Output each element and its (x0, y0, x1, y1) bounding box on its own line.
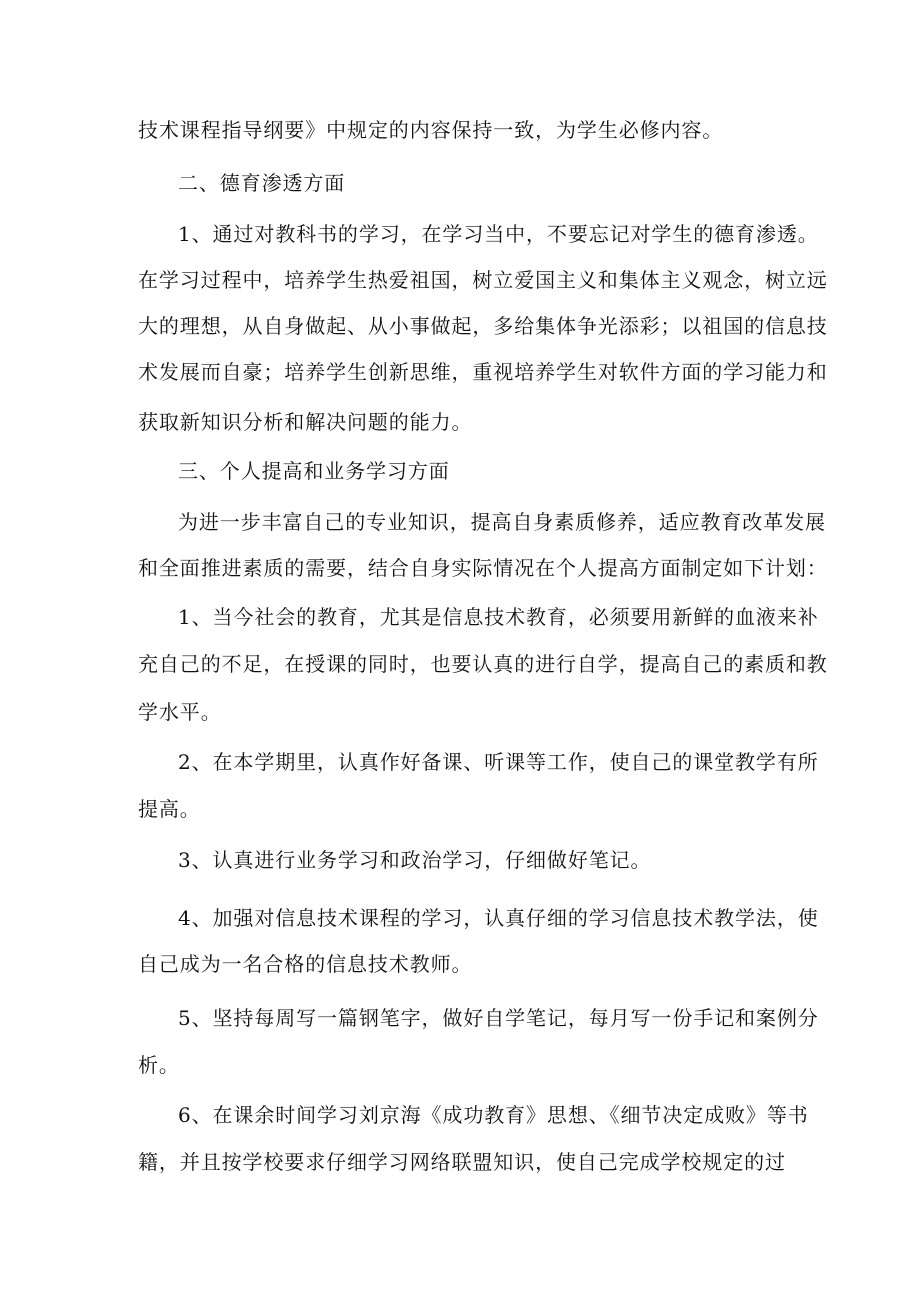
text-line-15: 提高。 (138, 797, 201, 821)
text-line-12: 充自己的不足，在授课的同时，也要认真的进行自学，提高自己的素质和教 (138, 652, 828, 676)
text-line-11: 1、当今社会的教育，尤其是信息技术教育，必须要用新鲜的血液来补 (178, 605, 819, 629)
text-line-9: 为进一步丰富自己的专业知识，提高自身素质修养，适应教育改革发展 (178, 510, 826, 534)
text-line-3: 1、通过对教科书的学习，在学习当中，不要忘记对学生的德育渗透。 (178, 222, 819, 246)
text-line-6: 术发展而自豪；培养学生创新思维，重视培养学生对软件方面的学习能力和 (138, 360, 828, 384)
text-line-18: 自己成为一名合格的信息技术教师。 (138, 952, 473, 976)
text-line-1: 技术课程指导纲要》中规定的内容保持一致，为学生必修内容。 (138, 118, 724, 142)
section-heading-moral: 二、德育渗透方面 (178, 171, 346, 195)
text-line-22: 籍，并且按学校要求仔细学习网络联盟知识，使自己完成学校规定的过 (138, 1150, 786, 1174)
text-line-13: 学水平。 (138, 700, 222, 724)
text-line-5: 大的理想，从自身做起、从小事做起，多给集体争光添彩；以祖国的信息技 (138, 314, 828, 338)
text-line-14: 2、在本学期里，认真作好备课、听课等工作，使自己的课堂教学有所 (178, 750, 819, 774)
text-line-4: 在学习过程中，培养学生热爱祖国，树立爱国主义和集体主义观念，树立远 (138, 268, 828, 292)
text-line-17: 4、加强对信息技术课程的学习，认真仔细的学习信息技术教学法，使 (178, 906, 819, 930)
text-line-10: 和全面推进素质的需要，结合自身实际情况在个人提高方面制定如下计划： (138, 556, 828, 580)
text-line-20: 析。 (138, 1053, 180, 1077)
text-line-16: 3、认真进行业务学习和政治学习，仔细做好笔记。 (178, 848, 652, 872)
text-line-7: 获取新知识分析和解决问题的能力。 (138, 410, 473, 434)
text-line-19: 5、坚持每周写一篇钢笔字，做好自学笔记，每月写一份手记和案例分 (178, 1006, 819, 1030)
section-heading-personal: 三、个人提高和业务学习方面 (178, 459, 450, 483)
text-line-21: 6、在课余时间学习刘京海《成功教育》思想、《细节决定成败》等书 (178, 1103, 809, 1127)
